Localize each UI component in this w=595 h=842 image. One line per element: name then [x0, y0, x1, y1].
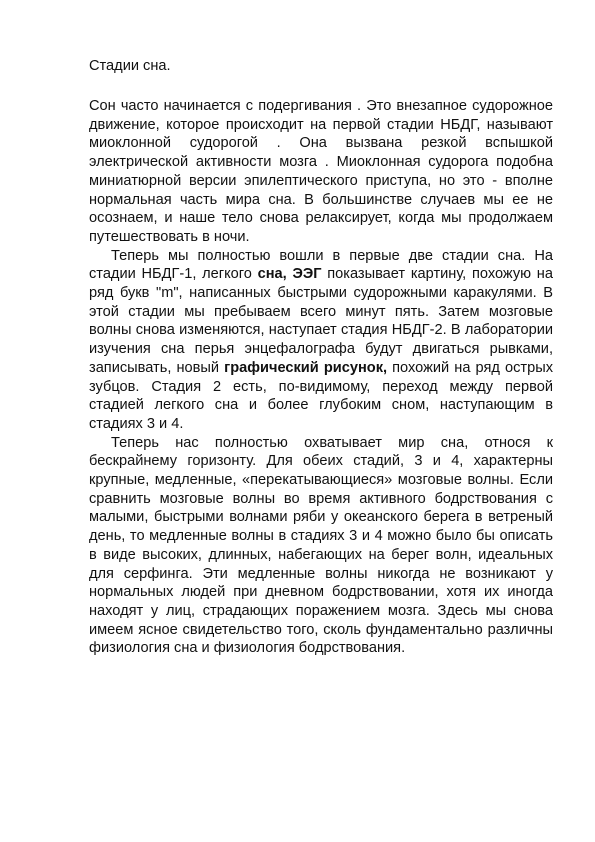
paragraph-text: Сон часто начинается с подергивания . Это внезапное судорожное движение, которое происходит на первой стадии НБДГ, называют миоклонной судорогой . Она вызвана резкой вспышкой электрической активности мозга . Миоклонная судорога подобна миниатюрной версии эпилептического приступа, но это - вполне нормальная часть мира сна. В большинстве случаев мы ее не осознаем, и наше тело снова релаксирует, когда мы продолжаем путешествовать в ночи. — [89, 98, 553, 245]
paragraph-text: Теперь нас полностью охватывает мир сна, относя к бескрайнему горизонту. Для обеих стадий, 3 и 4, характерны крупные, медленные, «перекатывающиеся» мозговые волны. Если сравнить мозговые волны во время активного бодрствования с малыми, быстрыми волнами ряби у океанского берега в ветреный день, то медленные волны в стадиях 3 и 4 можно было бы описать в виде высоких, длинных, набегающих на берег волн, идеальных для серфинга. Эти медленные волны никогда не возникают у нормальных людей при дневном бодрствовании, хотя их иногда находят у лиц, страдающих поражением мозга. Здесь мы снова имеем ясное свидетельство того, сколь фундаментально различны физиология сна и физиология бодрствования. — [89, 434, 553, 657]
document-title: Стадии сна. — [89, 58, 171, 74]
document-body — [89, 97, 553, 658]
paragraph-text: похожий на ряд острых зубцов. Стадия 2 есть, по-видимому, переход между первой стадией легкого сна и более глубоким сном, наступающим в стадиях 3 и 4. — [89, 359, 553, 432]
paragraph-text: показывает картину, похожую на ряд букв "m", написанных быстрыми судорожными каракулями. В этой стадии мы пребываем всего минут пять. Затем мозговые волны снова изменяются, наступает стадия НБДГ-2. В лаборатории изучения сна перья энцефалографа будут двигаться рывками, записывать, новый — [89, 266, 553, 376]
paragraph-text: Теперь мы полностью вошли в первые две стадии сна. На стадии НБДГ-1, легкого — [89, 247, 553, 283]
bold-phrase: графический рисунок, — [224, 359, 388, 376]
paragraph-2 — [89, 247, 553, 434]
paragraph-3 — [89, 434, 553, 658]
bold-phrase: сна, ЭЭГ — [257, 266, 322, 283]
paragraph-1 — [89, 97, 553, 247]
